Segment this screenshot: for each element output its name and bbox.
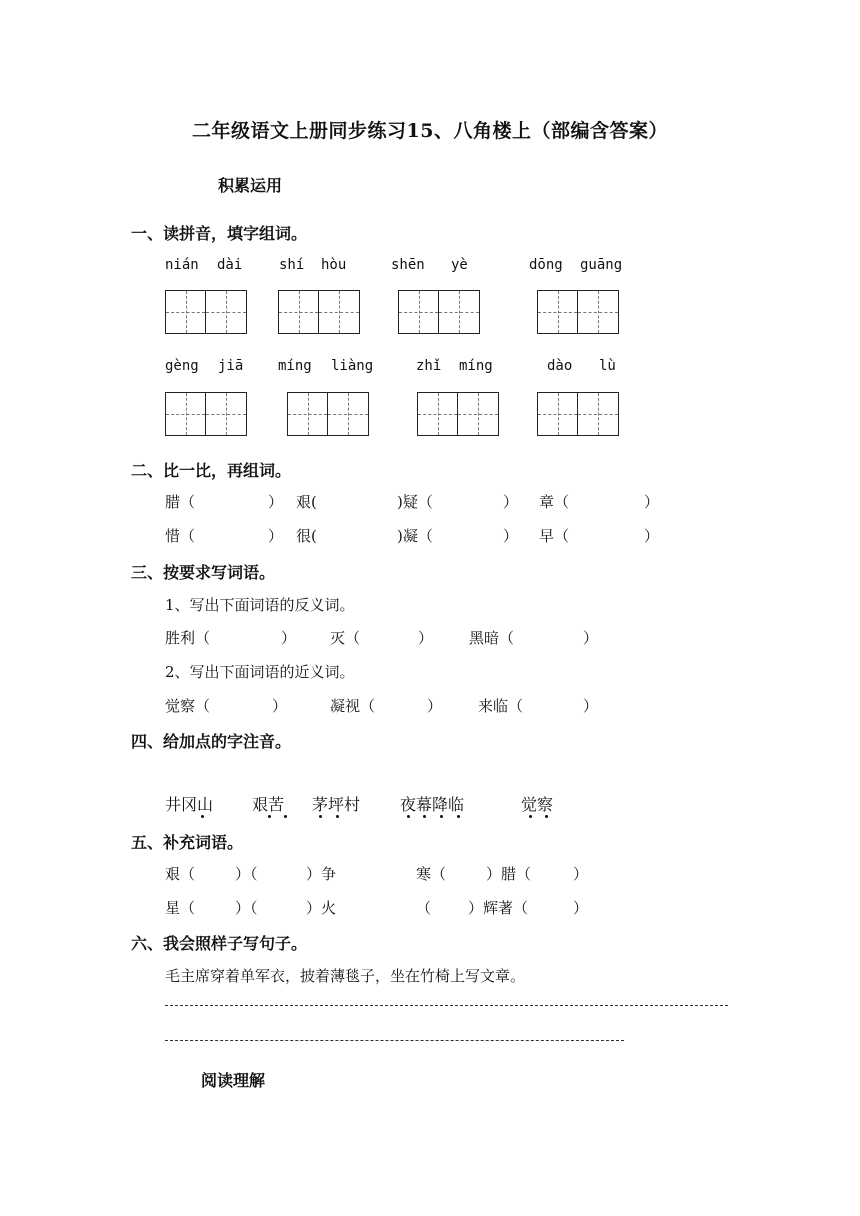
compare-word-zao: 早（ (539, 527, 570, 545)
pinyin-hou: hòu (321, 257, 347, 273)
emphasis-dot (457, 815, 460, 818)
word-juecha: 觉察 (521, 795, 554, 814)
word-maopingcun: 茅坪村 (312, 795, 361, 814)
emphasis-dot (545, 815, 548, 818)
antonym-mie: 灭（ (330, 629, 361, 647)
sub-question-synonyms: 2、写出下面词语的近义词。 (165, 663, 355, 681)
paren-close: ） (503, 527, 519, 545)
compare-word-hen: 很( (296, 527, 317, 545)
compare-word-ning: )凝（ (397, 527, 433, 545)
paren-close: ） (583, 697, 599, 715)
writing-grid-1[interactable] (165, 290, 247, 334)
idiom-part: ）争 (306, 865, 337, 883)
question-3-heading: 三、按要求写词语。 (131, 563, 276, 582)
sub-question-antonyms: 1、写出下面词语的反义词。 (165, 596, 355, 614)
compare-word-xi: 惜（ (165, 527, 196, 545)
word-jianku: 艰苦 (252, 795, 285, 814)
question-5-heading: 五、补充词语。 (131, 833, 244, 852)
emphasis-dot (319, 815, 322, 818)
emphasis-dot (440, 815, 443, 818)
answer-line-1[interactable] (165, 1005, 728, 1006)
question-1-heading: 一、读拼音，填字组词。 (131, 224, 308, 243)
pinyin-jia: jiā (218, 358, 244, 374)
idiom-part: ） (573, 899, 589, 917)
idiom-part: 艰（ (165, 865, 196, 883)
writing-grid-3[interactable] (398, 290, 480, 334)
compare-word-yi: )疑（ (397, 493, 433, 511)
synonym-juecha: 觉察（ (165, 697, 211, 715)
idiom-part: ）（ (235, 899, 258, 917)
idiom-part: 星（ (165, 899, 196, 917)
writing-grid-8[interactable] (537, 392, 619, 436)
compare-word-zhang: 章（ (539, 493, 570, 511)
paren-close: ） (418, 629, 434, 647)
pinyin-dao: dào (547, 358, 573, 374)
question-2-heading: 二、比一比，再组词。 (131, 461, 292, 480)
emphasis-dot (529, 815, 532, 818)
writing-grid-2[interactable] (278, 290, 360, 334)
idiom-part: 寒（ (416, 865, 447, 883)
example-sentence: 毛主席穿着单军衣，披着薄毯子，坐在竹椅上写文章。 (165, 967, 526, 985)
paren-close: ） (644, 493, 660, 511)
paren-close: ） (427, 697, 443, 715)
word-yemujianglin: 夜幕降临 (400, 795, 465, 814)
idiom-part: ） (573, 865, 589, 883)
compare-word-la: 腊（ (165, 493, 196, 511)
paren-close: ） (281, 629, 297, 647)
paren-close: ） (644, 527, 660, 545)
answer-line-2[interactable] (165, 1040, 624, 1041)
pinyin-ye: yè (451, 257, 468, 273)
page-title: 二年级语文上册同步练习15、八角楼上（部编含答案） (192, 120, 668, 142)
emphasis-dot (336, 815, 339, 818)
question-4-heading: 四、给加点的字注音。 (131, 732, 292, 751)
idiom-part: ）辉著（ (468, 899, 529, 917)
pinyin-shi: shí (279, 257, 305, 273)
writing-grid-4[interactable] (537, 290, 619, 334)
emphasis-dot (268, 815, 271, 818)
idiom-part: ）腊（ (486, 865, 532, 883)
writing-grid-6[interactable] (287, 392, 369, 436)
pinyin-zhi: zhǐ (416, 358, 442, 374)
paren-close: ） (268, 493, 284, 511)
pinyin-dai: dài (217, 257, 243, 273)
writing-grid-5[interactable] (165, 392, 247, 436)
idiom-part: ）火 (306, 899, 337, 917)
pinyin-geng: gèng (165, 358, 199, 374)
pinyin-dong: dōng (529, 257, 563, 273)
pinyin-shen: shēn (391, 257, 425, 273)
pinyin-guang: guāng (580, 257, 623, 273)
section-heading-accumulation: 积累运用 (218, 176, 283, 195)
word-jinggangshan: 井冈山 (165, 795, 214, 814)
synonym-lailin: 来临（ (478, 697, 524, 715)
idiom-part: ）（ (235, 865, 258, 883)
antonym-shengli: 胜利（ (165, 629, 211, 647)
emphasis-dot (407, 815, 410, 818)
antonym-heian: 黑暗（ (469, 629, 515, 647)
pinyin-ming: míng (278, 358, 312, 374)
pinyin-liang: liàng (331, 358, 374, 374)
emphasis-dot (284, 815, 287, 818)
pinyin-lu: lù (599, 358, 616, 374)
paren-close: ） (272, 697, 288, 715)
pinyin-nian: nián (165, 257, 199, 273)
paren-close: ） (583, 629, 599, 647)
emphasis-dot (201, 815, 204, 818)
synonym-ningshi: 凝视（ (330, 697, 376, 715)
paren-close: ） (503, 493, 519, 511)
compare-word-jian: 艰( (296, 493, 317, 511)
paren-close: ） (268, 527, 284, 545)
emphasis-dot (423, 815, 426, 818)
pinyin-ming-2: míng (459, 358, 493, 374)
section-heading-reading: 阅读理解 (201, 1071, 266, 1090)
question-6-heading: 六、我会照样子写句子。 (131, 934, 308, 953)
idiom-part: （ (416, 899, 432, 917)
writing-grid-7[interactable] (417, 392, 499, 436)
